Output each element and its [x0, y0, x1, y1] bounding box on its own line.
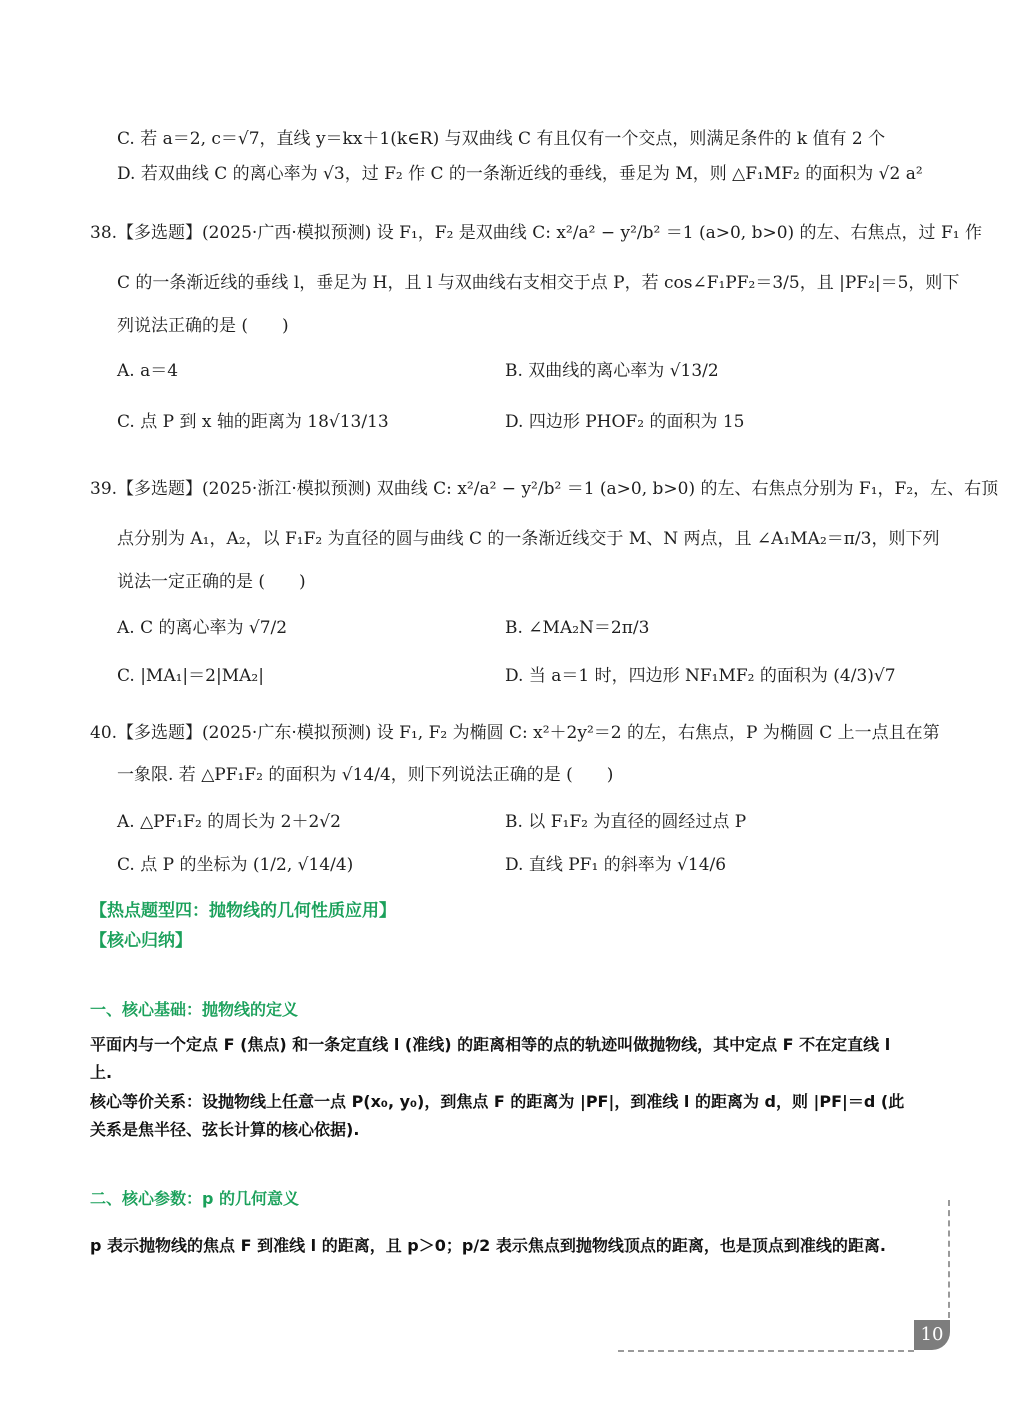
q37-option-d: D. 若双曲线 C 的离心率为 √3，过 F₂ 作 C 的一条渐近线的垂线，垂足为 M，则 △F₁MF₂ 的面积为 √2 a²: [117, 164, 923, 184]
definition-line1: 平面内与一个定点 F (焦点) 和一条定直线 l (准线) 的距离相等的点的轨迹叫做抛物线，其中定点 F 不在定直线 l: [90, 1035, 891, 1054]
q40-option-c: C. 点 P 的坐标为 (1/2, √14/4): [117, 855, 354, 875]
q38-option-d: D. 四边形 PHOF₂ 的面积为 15: [505, 412, 745, 432]
subsection-1-title: 一、核心基础：抛物线的定义: [90, 1000, 299, 1019]
q39-option-c: C. |MA₁|＝2|MA₂|: [117, 666, 264, 686]
q39-stem-line3: 说法一定正确的是 ( ): [117, 572, 306, 592]
q38-stem-line1: 38.【多选题】(2025·广西·模拟预测) 设 F₁，F₂ 是双曲线 C: x²/a² − y²/b² ＝1 (a>0, b>0) 的左、右焦点，过 F₁ 作: [90, 223, 982, 243]
q38-option-c: C. 点 P 到 x 轴的距离为 18√13/13: [117, 412, 389, 432]
q39-option-a: A. C 的离心率为 √7/2: [117, 618, 288, 638]
q38-stem-line3: 列说法正确的是 ( ): [117, 316, 289, 336]
equivalence-line2: 关系是焦半径、弦长计算的核心依据).: [90, 1120, 360, 1139]
section-heading: 【热点题型四：抛物线的几何性质应用】: [90, 901, 396, 921]
page-number: 10: [914, 1320, 950, 1350]
q38-stem-line2: C 的一条渐近线的垂线 l，垂足为 H，且 l 与双曲线右支相交于点 P，若 cos∠F₁PF₂＝3/5，且 |PF₂|＝5，则下: [117, 273, 960, 293]
page-border-vertical: [948, 1200, 950, 1318]
q40-option-a: A. △PF₁F₂ 的周长为 2＋2√2: [117, 812, 341, 832]
subsection-2-title: 二、核心参数：p 的几何意义: [90, 1189, 300, 1208]
summary-heading: 【核心归纳】: [90, 931, 192, 951]
page-border-horizontal: [618, 1350, 914, 1352]
q39-stem-line1: 39.【多选题】(2025·浙江·模拟预测) 双曲线 C: x²/a² − y²/b² ＝1 (a>0, b>0) 的左、右焦点分别为 F₁，F₂，左、右顶: [90, 479, 999, 499]
q40-option-b: B. 以 F₁F₂ 为直径的圆经过点 P: [505, 812, 747, 832]
q40-stem-line2: 一象限. 若 △PF₁F₂ 的面积为 √14/4，则下列说法正确的是 ( ): [117, 765, 614, 785]
q39-stem-line2: 点分别为 A₁，A₂，以 F₁F₂ 为直径的圆与曲线 C 的一条渐近线交于 M、N 两点，且 ∠A₁MA₂＝π/3，则下列: [117, 529, 940, 549]
q40-stem-line1: 40.【多选题】(2025·广东·模拟预测) 设 F₁, F₂ 为椭圆 C: x²＋2y²＝2 的左，右焦点，P 为椭圆 C 上一点且在第: [90, 723, 940, 743]
equivalence-line1: 核心等价关系：设抛物线上任意一点 P(x₀, y₀)，到焦点 F 的距离为 |PF|，到准线 l 的距离为 d，则 |PF|＝d (此: [90, 1092, 905, 1111]
q37-option-c: C. 若 a＝2, c＝√7，直线 y＝kx＋1(k∈R) 与双曲线 C 有且仅有一个交点，则满足条件的 k 值有 2 个: [117, 129, 886, 149]
definition-line2: 上.: [90, 1063, 113, 1082]
q39-option-d: D. 当 a＝1 时，四边形 NF₁MF₂ 的面积为 (4/3)√7: [505, 666, 896, 686]
parameter-description: p 表示抛物线的焦点 F 到准线 l 的距离，且 p＞0；p/2 表示焦点到抛物线顶点的距离，也是顶点到准线的距离.: [90, 1236, 886, 1255]
q40-option-d: D. 直线 PF₁ 的斜率为 √14/6: [505, 855, 727, 875]
q39-option-b: B. ∠MA₂N＝2π/3: [505, 618, 650, 638]
q38-option-b: B. 双曲线的离心率为 √13/2: [505, 361, 719, 381]
q38-option-a: A. a＝4: [117, 361, 179, 381]
